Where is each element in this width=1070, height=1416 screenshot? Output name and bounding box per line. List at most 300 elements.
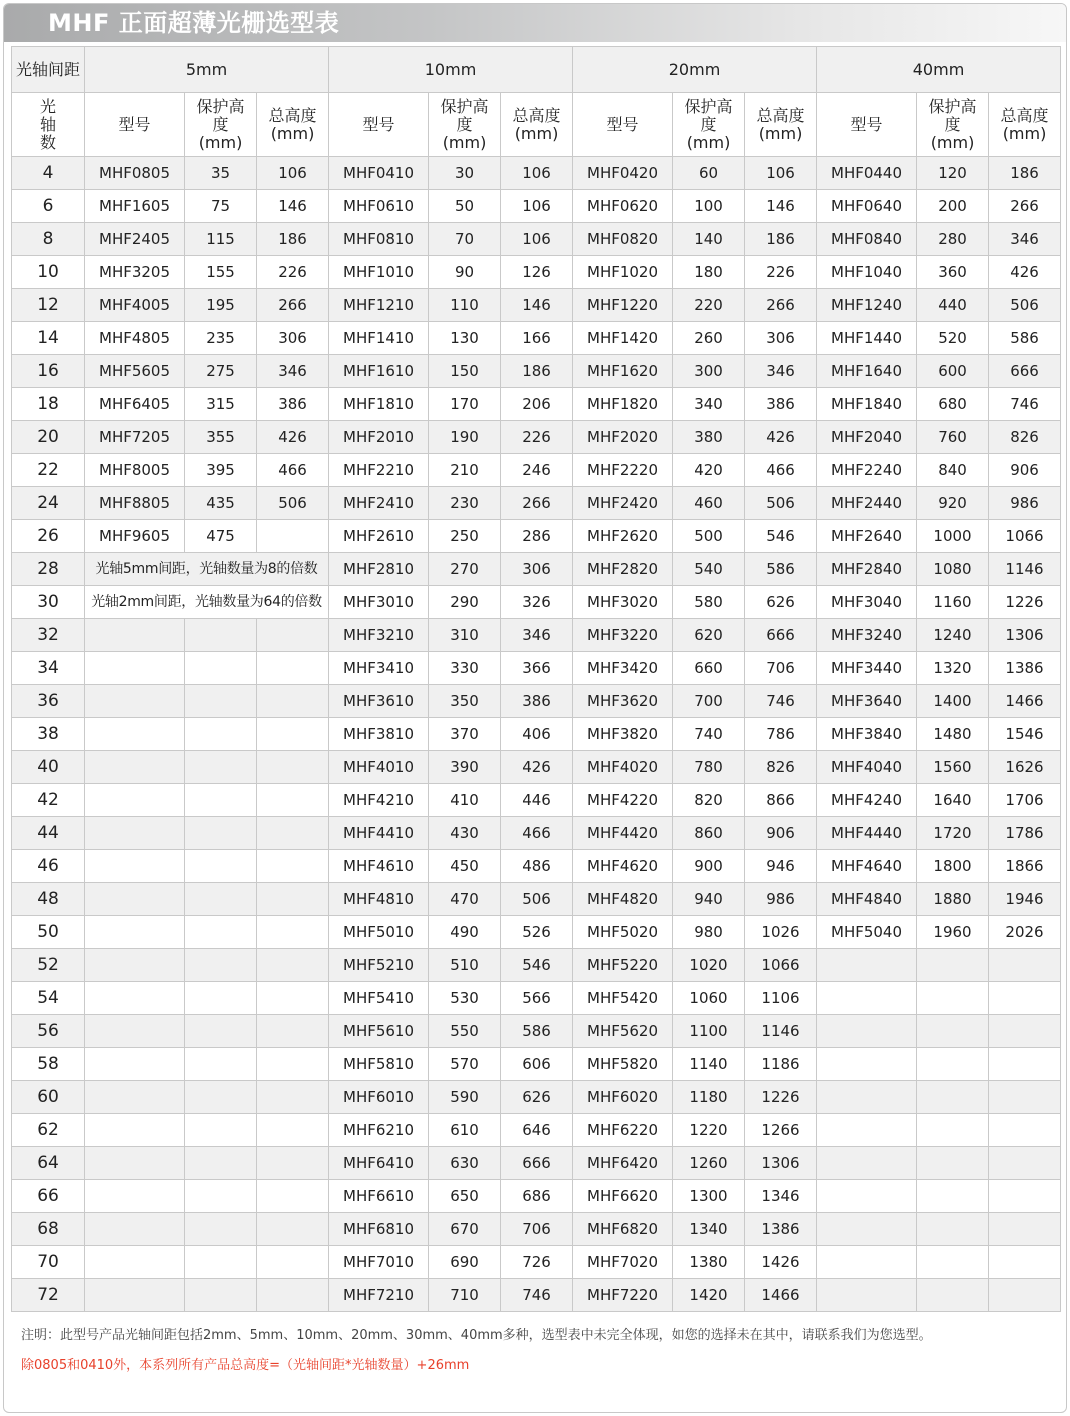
table-cell: MHF2420 (573, 487, 673, 520)
axis-count-cell: 56 (12, 1015, 85, 1048)
table-cell: MHF2620 (573, 520, 673, 553)
table-cell: MHF3640 (817, 685, 917, 718)
table-cell (185, 1015, 257, 1048)
table-cell (917, 1279, 989, 1312)
table-cell: 1706 (989, 784, 1061, 817)
table-cell: 435 (185, 487, 257, 520)
table-cell: 1260 (673, 1147, 745, 1180)
table-cell: MHF4420 (573, 817, 673, 850)
table-cell: 566 (501, 982, 573, 1015)
table-cell: 820 (673, 784, 745, 817)
table-body (12, 157, 1061, 1312)
table-cell: 580 (673, 586, 745, 619)
table-cell: MHF1620 (573, 355, 673, 388)
table-cell: MHF5410 (329, 982, 429, 1015)
table-row (12, 1246, 1061, 1279)
table-cell (257, 520, 329, 553)
table-cell: 355 (185, 421, 257, 454)
table-cell: 506 (257, 487, 329, 520)
table-cell: 780 (673, 751, 745, 784)
table-row (12, 553, 1061, 586)
table-cell (817, 1180, 917, 1213)
table-cell: 1306 (989, 619, 1061, 652)
table-cell: 506 (989, 289, 1061, 322)
table-cell: 220 (673, 289, 745, 322)
table-row (12, 190, 1061, 223)
table-cell: 660 (673, 652, 745, 685)
table-cell: 130 (429, 322, 501, 355)
table-cell: MHF4410 (329, 817, 429, 850)
table-cell (185, 982, 257, 1015)
table-cell (917, 949, 989, 982)
table-cell: MHF0620 (573, 190, 673, 223)
table-cell (185, 949, 257, 982)
table-cell (185, 1147, 257, 1180)
table-cell (85, 784, 185, 817)
table-cell: 500 (673, 520, 745, 553)
note-line: 注明：此型号产品光轴间距包括2mm、5mm、10mm、20mm、30mm、40mm多种，选型表中未完全体现，如您的选择未在其中，请联系我们为您选型。 (21, 1328, 932, 1343)
table-row (12, 652, 1061, 685)
table-cell: 840 (917, 454, 989, 487)
table-cell (185, 619, 257, 652)
table-cell (989, 1147, 1061, 1180)
table-cell: 426 (501, 751, 573, 784)
table-cell (85, 685, 185, 718)
table-cell: 1266 (745, 1114, 817, 1147)
table-cell: MHF4610 (329, 850, 429, 883)
table-row (12, 1180, 1061, 1213)
table-cell (85, 850, 185, 883)
table-cell: 1386 (745, 1213, 817, 1246)
table-cell: MHF5420 (573, 982, 673, 1015)
table-cell (917, 1213, 989, 1246)
group-header-40mm: 40mm (817, 47, 1061, 93)
table-cell: 610 (429, 1114, 501, 1147)
table-cell: 980 (673, 916, 745, 949)
table-row (12, 784, 1061, 817)
table-cell: MHF4820 (573, 883, 673, 916)
table-cell (257, 883, 329, 916)
table-cell: 266 (501, 487, 573, 520)
table-cell: 1146 (989, 553, 1061, 586)
total-height-header: 总高度(mm) (745, 93, 817, 157)
table-cell: 1346 (745, 1180, 817, 1213)
table-cell: 1060 (673, 982, 745, 1015)
table-cell (817, 1279, 917, 1312)
table-cell: MHF2440 (817, 487, 917, 520)
table-cell: 506 (501, 883, 573, 916)
table-row (12, 1114, 1061, 1147)
table-cell (185, 1114, 257, 1147)
table-cell: 446 (501, 784, 573, 817)
table-row (12, 949, 1061, 982)
table-cell (917, 1246, 989, 1279)
table-cell: 666 (501, 1147, 573, 1180)
table-cell: 506 (745, 487, 817, 520)
axis-count-cell: 30 (12, 586, 85, 619)
table-cell: MHF3210 (329, 619, 429, 652)
table-cell: 1946 (989, 883, 1061, 916)
table-row (12, 487, 1061, 520)
table-cell (185, 652, 257, 685)
table-cell: 646 (501, 1114, 573, 1147)
table-cell: 266 (745, 289, 817, 322)
table-cell: 586 (501, 1015, 573, 1048)
table-cell: 146 (257, 190, 329, 223)
table-cell (85, 619, 185, 652)
model-header: 型号 (573, 93, 673, 157)
table-cell: 1306 (745, 1147, 817, 1180)
axis-count-cell: 6 (12, 190, 85, 223)
table-cell: MHF1640 (817, 355, 917, 388)
table-cell: 1786 (989, 817, 1061, 850)
selection-table-panel (3, 3, 1067, 1413)
table-cell (257, 1048, 329, 1081)
table-row (12, 322, 1061, 355)
table-cell: MHF6410 (329, 1147, 429, 1180)
table-cell: 626 (745, 586, 817, 619)
table-cell (257, 685, 329, 718)
table-cell (917, 982, 989, 1015)
table-cell: 700 (673, 685, 745, 718)
table-cell (85, 1147, 185, 1180)
table-cell (85, 949, 185, 982)
axis-count-cell: 60 (12, 1081, 85, 1114)
table-cell: 366 (501, 652, 573, 685)
table-cell: 1960 (917, 916, 989, 949)
table-row (12, 751, 1061, 784)
table-cell: 1000 (917, 520, 989, 553)
table-cell (817, 1015, 917, 1048)
table-cell: MHF3620 (573, 685, 673, 718)
table-cell: 460 (673, 487, 745, 520)
table-cell: 1026 (745, 916, 817, 949)
group-header-5mm: 5mm (85, 47, 329, 93)
table-cell (989, 1081, 1061, 1114)
table-cell: 386 (501, 685, 573, 718)
table-cell: 306 (745, 322, 817, 355)
table-cell (989, 1048, 1061, 1081)
table-cell: 106 (745, 157, 817, 190)
axis-count-cell: 42 (12, 784, 85, 817)
table-row (12, 586, 1061, 619)
axis-count-cell: 34 (12, 652, 85, 685)
table-cell (257, 619, 329, 652)
table-cell: 1400 (917, 685, 989, 718)
table-cell (85, 1246, 185, 1279)
table-cell: 35 (185, 157, 257, 190)
table-cell: 270 (429, 553, 501, 586)
table-cell: 986 (745, 883, 817, 916)
table-cell: 1180 (673, 1081, 745, 1114)
table-cell: 1800 (917, 850, 989, 883)
table-cell (85, 1081, 185, 1114)
table-cell: MHF0840 (817, 223, 917, 256)
table-cell: 155 (185, 256, 257, 289)
table-row (12, 619, 1061, 652)
table-row (12, 454, 1061, 487)
table-cell: MHF5020 (573, 916, 673, 949)
table-row (12, 520, 1061, 553)
table-cell: 386 (745, 388, 817, 421)
table-cell: MHF7205 (85, 421, 185, 454)
selection-table (11, 46, 1061, 1312)
table-cell: MHF3040 (817, 586, 917, 619)
table-cell (185, 883, 257, 916)
table-cell: 906 (745, 817, 817, 850)
axis-count-cell: 64 (12, 1147, 85, 1180)
table-row (12, 916, 1061, 949)
table-cell: 186 (989, 157, 1061, 190)
table-cell: MHF1040 (817, 256, 917, 289)
table-cell: 1100 (673, 1015, 745, 1048)
table-cell (85, 1015, 185, 1048)
table-cell (85, 817, 185, 850)
table-cell: 230 (429, 487, 501, 520)
table-cell: MHF4440 (817, 817, 917, 850)
table-cell: MHF3205 (85, 256, 185, 289)
table-cell: MHF4640 (817, 850, 917, 883)
table-cell: MHF1010 (329, 256, 429, 289)
table-cell: 2026 (989, 916, 1061, 949)
table-cell: 166 (501, 322, 573, 355)
table-cell (185, 817, 257, 850)
table-cell (85, 883, 185, 916)
table-cell (185, 1246, 257, 1279)
table-cell: 1426 (745, 1246, 817, 1279)
axis-count-cell: 36 (12, 685, 85, 718)
table-cell: 266 (989, 190, 1061, 223)
axis-count-cell: 44 (12, 817, 85, 850)
table-cell: 946 (745, 850, 817, 883)
axis-count-cell: 66 (12, 1180, 85, 1213)
table-cell (257, 1114, 329, 1147)
table-cell: MHF0420 (573, 157, 673, 190)
table-cell: MHF6010 (329, 1081, 429, 1114)
table-cell: MHF1810 (329, 388, 429, 421)
table-cell (817, 1213, 917, 1246)
table-cell: 390 (429, 751, 501, 784)
table-cell: 860 (673, 817, 745, 850)
table-cell: 586 (745, 553, 817, 586)
table-cell: MHF4010 (329, 751, 429, 784)
table-cell: 1626 (989, 751, 1061, 784)
table-cell: MHF1420 (573, 322, 673, 355)
axis-count-cell: 48 (12, 883, 85, 916)
table-cell: 1866 (989, 850, 1061, 883)
table-cell: 1066 (989, 520, 1061, 553)
table-cell: 900 (673, 850, 745, 883)
table-cell: 626 (501, 1081, 573, 1114)
table-cell: 666 (989, 355, 1061, 388)
table-cell: 466 (501, 817, 573, 850)
table-cell (85, 982, 185, 1015)
table-row (12, 223, 1061, 256)
group-header-10mm: 10mm (329, 47, 573, 93)
table-cell: 726 (501, 1246, 573, 1279)
model-header: 型号 (85, 93, 185, 157)
table-cell (817, 1114, 917, 1147)
table-cell: 120 (917, 157, 989, 190)
table-cell: 106 (257, 157, 329, 190)
table-cell: 150 (429, 355, 501, 388)
table-cell: 1106 (745, 982, 817, 1015)
table-cell: MHF2020 (573, 421, 673, 454)
table-cell: 450 (429, 850, 501, 883)
table-cell: MHF2640 (817, 520, 917, 553)
table-cell: MHF5220 (573, 949, 673, 982)
table-cell (989, 1279, 1061, 1312)
table-cell: 106 (501, 223, 573, 256)
axis-count-cell: 28 (12, 553, 85, 586)
axis-count-cell: 40 (12, 751, 85, 784)
table-cell: MHF6610 (329, 1180, 429, 1213)
table-cell (257, 652, 329, 685)
axis-count-cell: 14 (12, 322, 85, 355)
table-row (12, 850, 1061, 883)
table-cell: 550 (429, 1015, 501, 1048)
axis-count-cell: 62 (12, 1114, 85, 1147)
table-cell: MHF4810 (329, 883, 429, 916)
table-cell (185, 850, 257, 883)
table-cell: 420 (673, 454, 745, 487)
table-cell (817, 949, 917, 982)
protect-height-header: 保护高度(mm) (185, 93, 257, 157)
table-cell: 1140 (673, 1048, 745, 1081)
table-cell: MHF4840 (817, 883, 917, 916)
table-cell: MHF1410 (329, 322, 429, 355)
table-cell: 920 (917, 487, 989, 520)
table-cell: MHF2840 (817, 553, 917, 586)
table-cell: 710 (429, 1279, 501, 1312)
table-cell: 1560 (917, 751, 989, 784)
table-cell: 226 (257, 256, 329, 289)
table-cell: 1020 (673, 949, 745, 982)
axis-count-cell: 46 (12, 850, 85, 883)
table-cell: 186 (745, 223, 817, 256)
table-cell: 600 (917, 355, 989, 388)
table-cell (917, 1015, 989, 1048)
page-title: MHF 正面超薄光栅选型表 (48, 9, 340, 37)
table-cell: 186 (501, 355, 573, 388)
table-cell (185, 751, 257, 784)
table-cell: 190 (429, 421, 501, 454)
table-cell: 486 (501, 850, 573, 883)
table-cell: MHF9605 (85, 520, 185, 553)
axis-count-cell: 18 (12, 388, 85, 421)
axis-count-cell: 10 (12, 256, 85, 289)
table-row (12, 289, 1061, 322)
table-cell (257, 1213, 329, 1246)
table-cell: 395 (185, 454, 257, 487)
table-cell (257, 751, 329, 784)
table-cell: 1186 (745, 1048, 817, 1081)
table-cell: MHF1220 (573, 289, 673, 322)
axis-count-cell: 20 (12, 421, 85, 454)
table-cell: 146 (501, 289, 573, 322)
protect-height-header: 保护高度(mm) (673, 93, 745, 157)
axis-count-cell: 4 (12, 157, 85, 190)
axis-count-cell: 8 (12, 223, 85, 256)
table-cell (185, 1213, 257, 1246)
table-row (12, 1048, 1061, 1081)
table-cell: 180 (673, 256, 745, 289)
table-cell (257, 1081, 329, 1114)
table-cell (917, 1048, 989, 1081)
model-header: 型号 (329, 93, 429, 157)
table-cell: 1066 (745, 949, 817, 982)
table-cell: MHF0810 (329, 223, 429, 256)
table-cell: 470 (429, 883, 501, 916)
table-cell: 246 (501, 454, 573, 487)
table-cell (257, 718, 329, 751)
table-cell: 115 (185, 223, 257, 256)
table-cell: MHF3220 (573, 619, 673, 652)
table-cell (257, 850, 329, 883)
table-cell: 1320 (917, 652, 989, 685)
table-cell (917, 1081, 989, 1114)
table-cell: MHF6210 (329, 1114, 429, 1147)
table-cell: 186 (257, 223, 329, 256)
protect-height-header: 保护高度(mm) (429, 93, 501, 157)
table-cell: MHF4020 (573, 751, 673, 784)
table-cell (85, 1180, 185, 1213)
table-cell: 510 (429, 949, 501, 982)
table-cell: 346 (257, 355, 329, 388)
table-cell (185, 916, 257, 949)
table-cell: 275 (185, 355, 257, 388)
table-cell: MHF2405 (85, 223, 185, 256)
table-cell: MHF3810 (329, 718, 429, 751)
table-cell: MHF5210 (329, 949, 429, 982)
table-cell (257, 982, 329, 1015)
table-cell: MHF7020 (573, 1246, 673, 1279)
table-cell: MHF3240 (817, 619, 917, 652)
table-cell: MHF6810 (329, 1213, 429, 1246)
table-cell (917, 1180, 989, 1213)
table-cell: MHF3820 (573, 718, 673, 751)
table-cell (185, 1081, 257, 1114)
table-cell: 906 (989, 454, 1061, 487)
table-cell (817, 1081, 917, 1114)
table-cell: MHF4240 (817, 784, 917, 817)
table-cell: 650 (429, 1180, 501, 1213)
table-cell: 406 (501, 718, 573, 751)
table-cell (85, 916, 185, 949)
title-bar (4, 4, 1066, 42)
table-cell: MHF1610 (329, 355, 429, 388)
table-cell: MHF0610 (329, 190, 429, 223)
table-cell (85, 718, 185, 751)
table-cell: 590 (429, 1081, 501, 1114)
total-height-header: 总高度(mm) (257, 93, 329, 157)
table-cell: MHF5040 (817, 916, 917, 949)
table-cell: 70 (429, 223, 501, 256)
table-cell (185, 1048, 257, 1081)
table-cell: 540 (673, 553, 745, 586)
table-cell: MHF4210 (329, 784, 429, 817)
table-cell: 235 (185, 322, 257, 355)
table-cell: MHF1240 (817, 289, 917, 322)
model-header: 型号 (817, 93, 917, 157)
table-cell: 520 (917, 322, 989, 355)
table-cell: MHF6820 (573, 1213, 673, 1246)
table-cell: MHF1210 (329, 289, 429, 322)
table-cell: 210 (429, 454, 501, 487)
formula-note: 除0805和0410外，本系列所有产品总高度=（光轴间距*光轴数量）+26mm (21, 1358, 470, 1373)
table-cell: 570 (429, 1048, 501, 1081)
table-cell: 1386 (989, 652, 1061, 685)
